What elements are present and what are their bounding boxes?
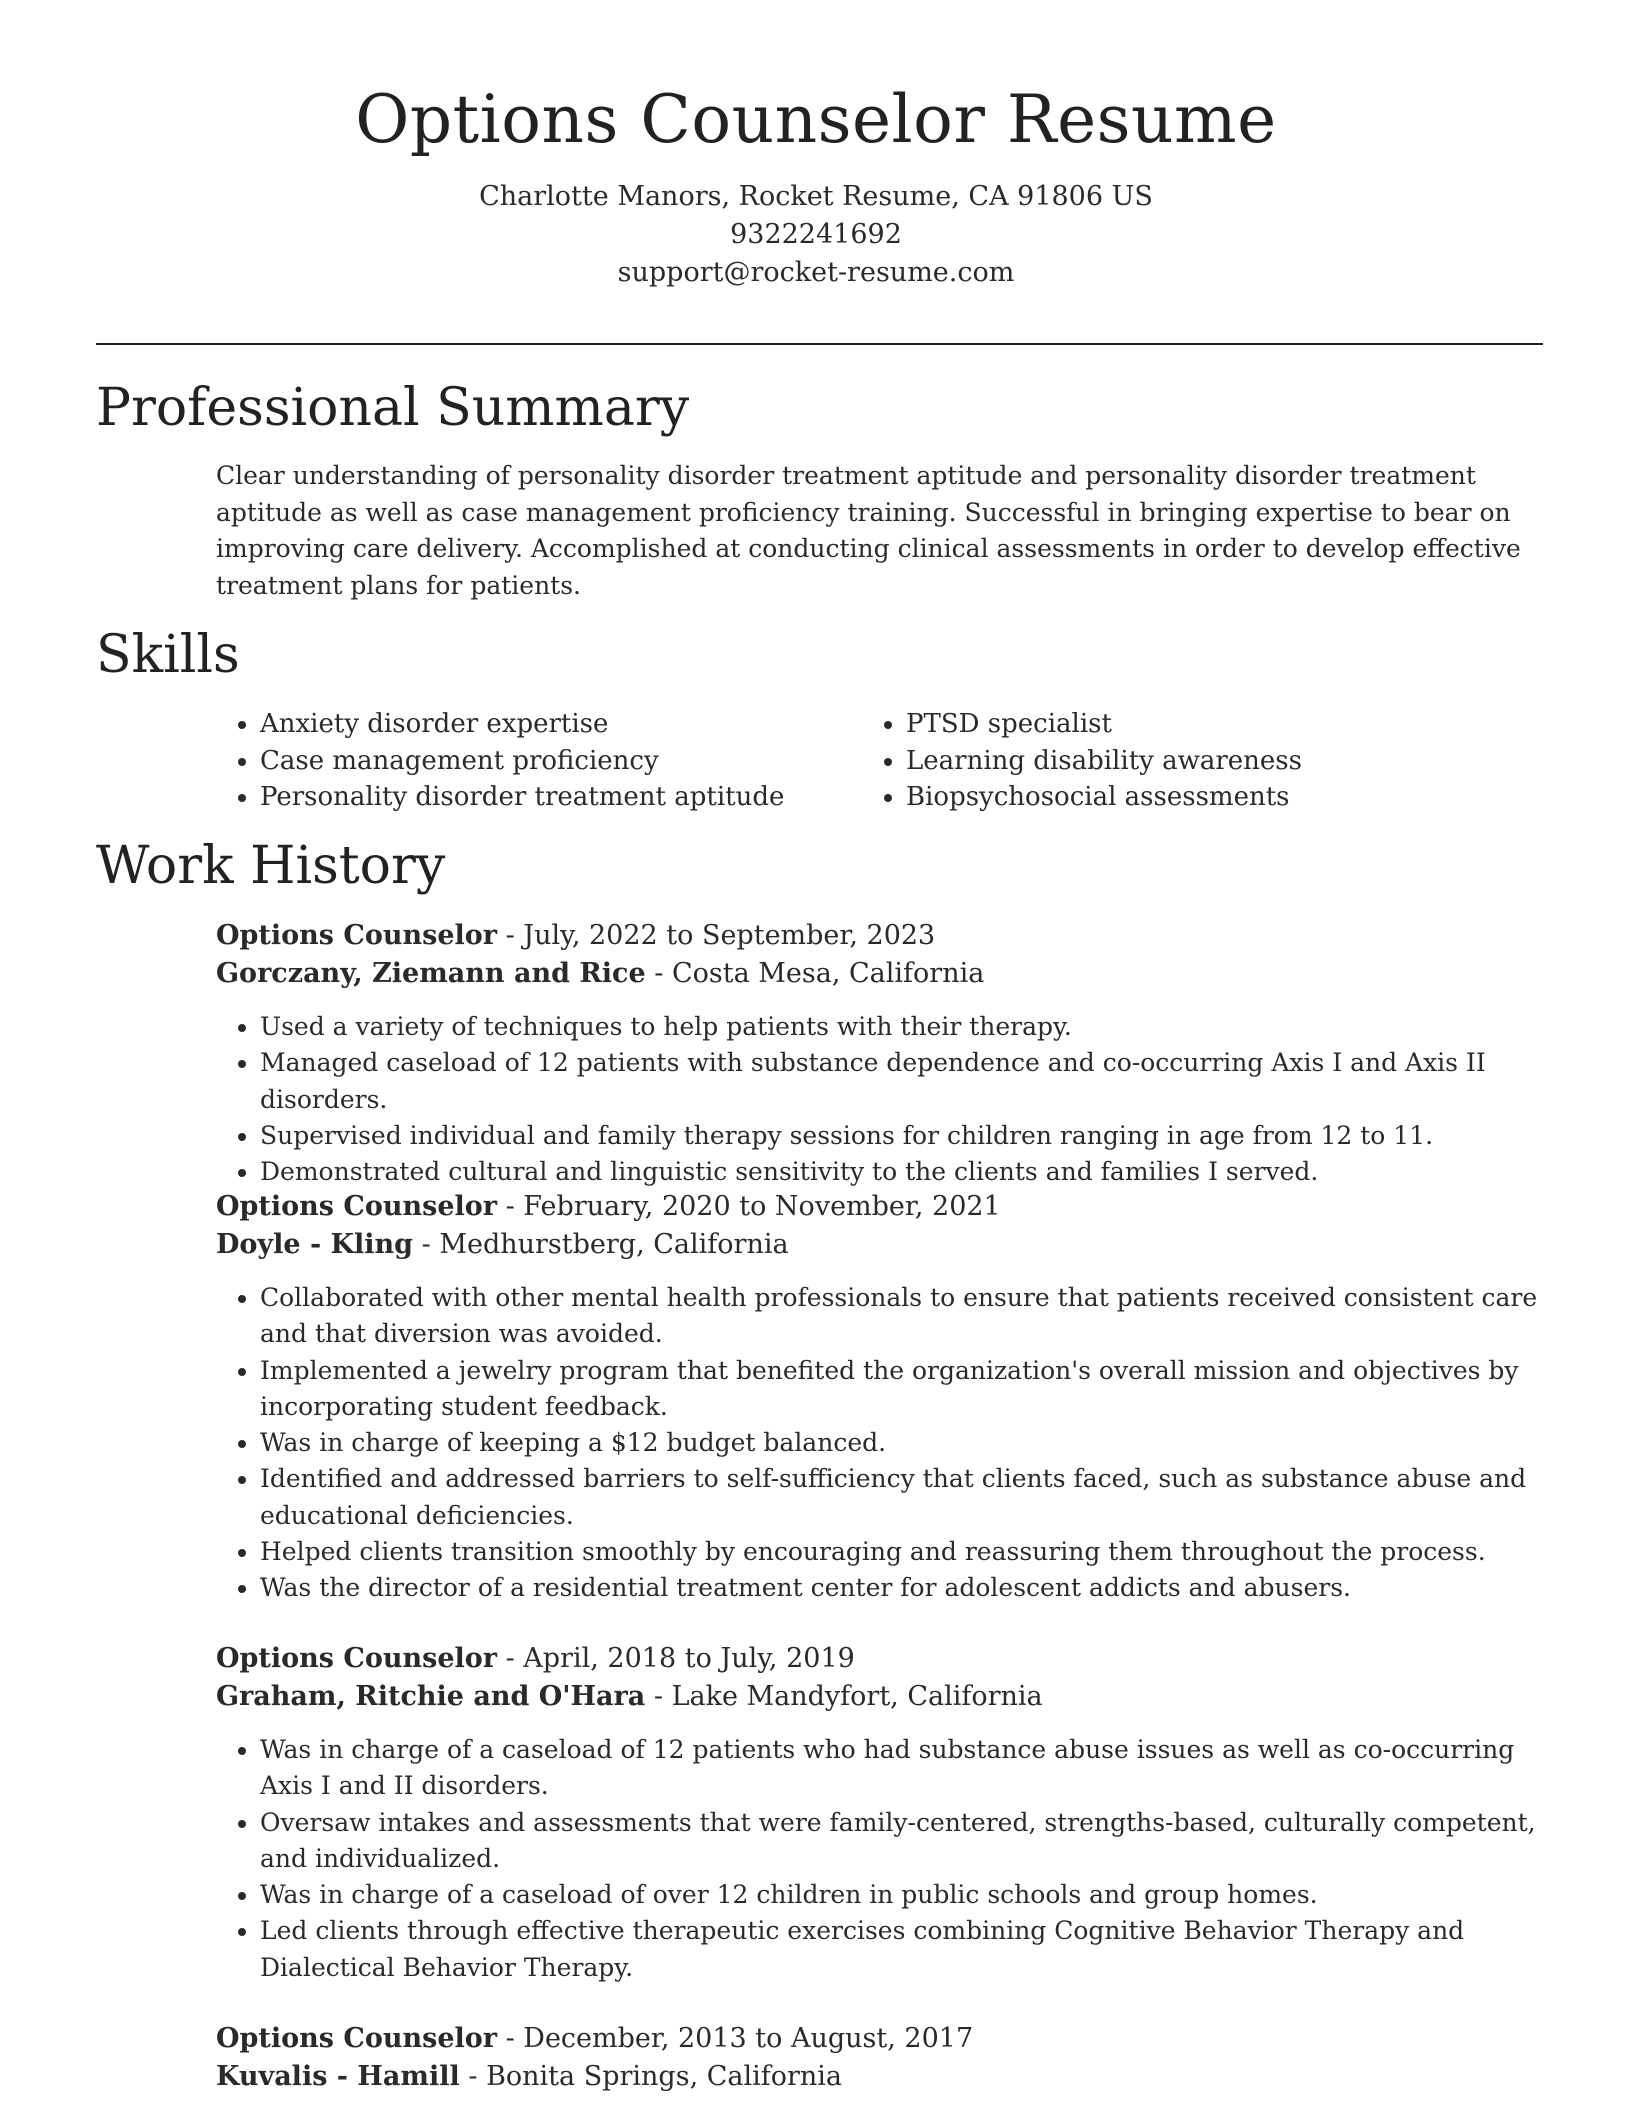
job-location: Lake Mandyfort, California: [671, 1681, 1043, 1712]
separator: -: [497, 920, 524, 951]
job-bullet: • Implemented a jewelry program that benefited the organization's overall mission and objectives by incorporating student feedback.: [260, 1353, 1546, 1426]
contact-phone: 9322241692: [730, 218, 902, 250]
job-bullet: • Helped clients transition smoothly by encouraging and reassuring them throughout the process.: [260, 1534, 1546, 1570]
job-title-line: [216, 2020, 1546, 2058]
skill-item: • Case management proficiency: [260, 743, 860, 780]
job-company-line: [216, 1678, 1546, 1716]
summary-text: Clear understanding of personality disorder treatment aptitude and personality disorder treatment aptitude as well as case management proficiency training. Successful in bringing expertise to bear on improving care delivery. Accomplished at conducting clinical assessments in order to develop effective treatment plans for patients.: [216, 461, 1521, 600]
job-company-line: [216, 955, 1546, 993]
resume-header: [0, 0, 1632, 292]
contact-email: support@rocket-resume.com: [617, 256, 1015, 288]
job-bullet: • Led clients through effective therapeutic exercises combining Cognitive Behavior Therapy and Dialectical Behavior Therapy.: [260, 1913, 1546, 1986]
skills-list-right: [862, 706, 1546, 816]
job-title: Options Counselor: [216, 2023, 497, 2054]
work-history-heading: Work History: [96, 836, 446, 896]
skill-item: • Learning disability awareness: [906, 743, 1546, 780]
separator: -: [645, 1681, 672, 1712]
job-location: Bonita Springs, California: [486, 2061, 843, 2092]
contact-address: Charlotte Manors, Rocket Resume, CA 91806 US: [479, 180, 1153, 212]
job-title-line: [216, 1188, 1546, 1226]
job-title: Options Counselor: [216, 1643, 497, 1674]
job-entry: [216, 2020, 1546, 2096]
job-bullets: [216, 1009, 1546, 1190]
separator: -: [497, 1191, 524, 1222]
job-bullets: [216, 1280, 1546, 1607]
job-title-line: [216, 1640, 1546, 1678]
resume-title: Options Counselor Resume: [355, 81, 1277, 158]
job-bullet: • Managed caseload of 12 patients with substance dependence and co-occurring Axis I and Axis II disorders.: [260, 1045, 1546, 1118]
job-bullet: • Was in charge of a caseload of 12 patients who had substance abuse issues as well as co-occurring Axis I and II disorders.: [260, 1732, 1546, 1805]
separator: -: [497, 1643, 524, 1674]
job-bullet: • Supervised individual and family therapy sessions for children ranging in age from 12 to 11.: [260, 1118, 1546, 1154]
skills-list-left: [216, 706, 860, 816]
separator: -: [413, 1229, 440, 1260]
job-bullets: [216, 1732, 1546, 1986]
summary-heading: Professional Summary: [96, 378, 690, 438]
job-title: Options Counselor: [216, 920, 497, 951]
job-title-line: [216, 917, 1546, 955]
job-bullet: • Was in charge of keeping a $12 budget balanced.: [260, 1425, 1546, 1461]
job-title: Options Counselor: [216, 1191, 497, 1222]
job-entry: [216, 1640, 1546, 1986]
job-company: Graham, Ritchie and O'Hara: [216, 1681, 646, 1712]
skills-heading: Skills: [96, 625, 240, 685]
job-entry: [216, 917, 1546, 1190]
job-bullet: • Demonstrated cultural and linguistic sensitivity to the clients and families I served.: [260, 1154, 1546, 1190]
job-company: Doyle - Kling: [216, 1229, 414, 1260]
skill-item: • PTSD specialist: [906, 706, 1546, 743]
summary-section: [216, 458, 1546, 604]
job-company: Gorczany, Ziemann and Rice: [216, 958, 646, 989]
job-dates: April, 2018 to July, 2019: [523, 1643, 855, 1674]
header-divider: [96, 343, 1543, 345]
skill-item: • Personality disorder treatment aptitude: [260, 779, 860, 816]
separator: -: [497, 2023, 524, 2054]
job-dates: July, 2022 to September, 2023: [523, 920, 936, 951]
job-bullet: • Was the director of a residential treatment center for adolescent addicts and abusers.: [260, 1570, 1546, 1606]
separator: -: [459, 2061, 487, 2092]
job-bullet: • Collaborated with other mental health professionals to ensure that patients received consistent care and that diversion was avoided.: [260, 1280, 1546, 1353]
skill-item: • Anxiety disorder expertise: [260, 706, 860, 743]
skill-item: • Biopsychosocial assessments: [906, 779, 1546, 816]
job-company: Kuvalis - Hamill: [216, 2061, 460, 2092]
job-location: Medhurstberg, California: [439, 1229, 789, 1260]
job-bullet: • Used a variety of techniques to help patients with their therapy.: [260, 1009, 1546, 1045]
job-dates: December, 2013 to August, 2017: [523, 2023, 974, 2054]
job-entry: [216, 1188, 1546, 1607]
job-bullet: • Identified and addressed barriers to self-sufficiency that clients faced, such as substance abuse and educational deficiencies.: [260, 1461, 1546, 1534]
job-dates: February, 2020 to November, 2021: [523, 1191, 1001, 1222]
job-bullet: • Oversaw intakes and assessments that were family-centered, strengths-based, culturally competent, and individualized.: [260, 1805, 1546, 1878]
job-location: Costa Mesa, California: [671, 958, 985, 989]
job-company-line: [216, 1226, 1546, 1264]
job-bullet: • Was in charge of a caseload of over 12 children in public schools and group homes.: [260, 1877, 1546, 1913]
separator: -: [645, 958, 672, 989]
job-company-line: [216, 2058, 1546, 2096]
